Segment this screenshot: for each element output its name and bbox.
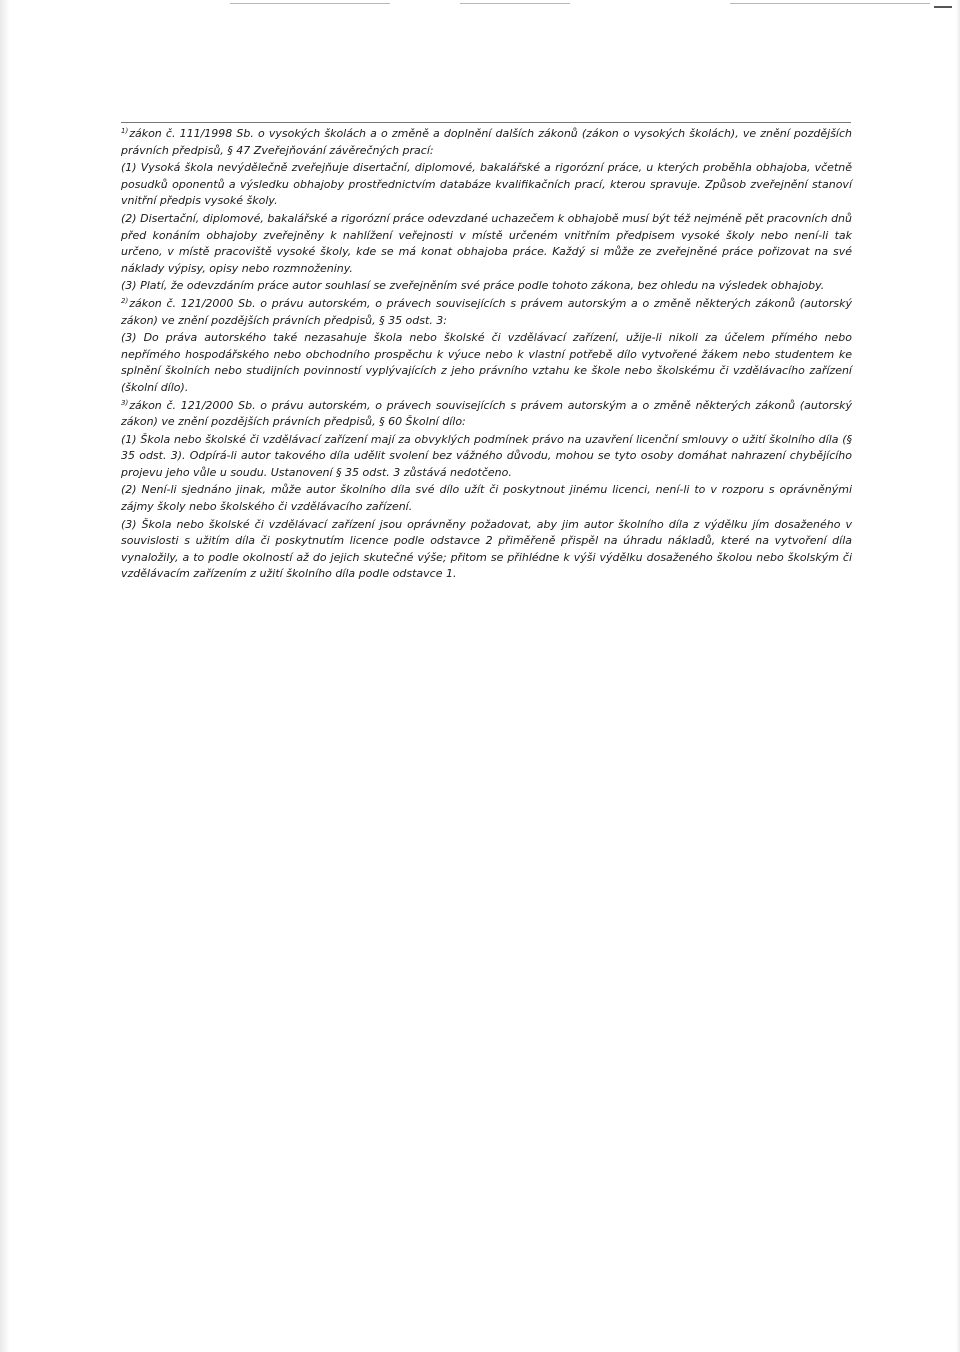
footnote-paragraph: (2) Disertační, diplomové, bakalářské a rigorózní práce odevzdané uchazečem k obhajobě musí být též nejméně pět pracovních dnů před konáním obhajoby zveřejněny k nahlížení veřejnosti v místě určeném vnitřním předpisem vysoké školy nebo není-li tak určeno, v místě pracoviště vysoké školy, kde se má konat obhajoba práce. Každý si může ze zveřejněné práce pořizovat na své náklady výpisy, opisy nebo rozmnoženiny.: [121, 211, 852, 275]
scan-artifact-line: [230, 3, 390, 4]
footnote-1: [121, 126, 852, 295]
footnote-text: zákon č. 121/2000 Sb. o právu autorském, o právech souvisejících s právem autorským a o změně některých zákonů (autorský zákon) ve znění pozdějších právních předpisů, § 60 Školní dílo:: [121, 398, 852, 429]
scan-edge-left: [0, 0, 10, 1352]
footnote-1-heading: [121, 126, 852, 159]
footnote-marker: 2): [121, 296, 129, 305]
footnote-3: [121, 398, 852, 584]
footnote-paragraph: (3) Škola nebo školské či vzdělávací zařízení jsou oprávněny požadovat, aby jim autor školního díla z výdělku jím dosaženého v souvislosti s užitím díla či poskytnutím licence podle odstavce 2 přiměřeně přispěl na úhradu nákladů, které na vytvoření díla vynaložily, a to podle okolností až do jejich skutečné výše; přitom se přihlédne k výši výdělku dosaženého školou nebo školským či vzdělávacím zařízením z užití školního díla podle odstavce 1.: [121, 517, 852, 581]
scan-artifact-line: [730, 3, 930, 4]
footnote-paragraph: (3) Platí, že odevzdáním práce autor souhlasí se zveřejněním své práce podle tohoto zákona, bez ohledu na výsledek obhajoby.: [121, 279, 825, 293]
scan-corner-mark: [934, 6, 952, 8]
footnote-paragraph: (1) Vysoká škola nevýdělečně zveřejňuje disertační, diplomové, bakalářské a rigorózní práce, u kterých proběhla obhajoba, včetně posudků oponentů a výsledku obhajoby prostřednictvím databáze kvalifikačních prací, kterou spravuje. Způsob zveřejnění stanoví vnitřní předpis vysoké školy.: [121, 161, 852, 208]
footnote-paragraph: (1) Škola nebo školské či vzdělávací zařízení mají za obvyklých podmínek právo na uzavření licenční smlouvy o užití školního díla (§ 35 odst. 3). Odpírá-li autor takového díla udělit svolení bez vážného důvodu, mohou se tyto osoby domáhat nahrazení chybějícího projevu jeho vůle u soudu. Ustanovení § 35 odst. 3 zůstává nedotčeno.: [121, 432, 852, 479]
scan-edge-right: [956, 0, 960, 1352]
footnote-3-heading: [121, 398, 852, 431]
footnote-text: zákon č. 111/1998 Sb. o vysokých školách a o změně a doplnění dalších zákonů (zákon o vysokých školách), ve znění pozdějších právních předpisů, § 47 Zveřejňování závěrečných prací:: [121, 127, 852, 157]
footnote-marker: 1): [121, 127, 129, 135]
footnote-text: zákon č. 121/2000 Sb. o právu autorském, o právech souvisejících s právem autorským a o změně některých zákonů (autorský zákon) ve znění pozdějších právních předpisů, § 35 odst. 3:: [121, 296, 852, 327]
scan-artifact-line: [460, 3, 570, 4]
footnotes-section: [121, 126, 852, 584]
footnote-separator: [121, 122, 851, 123]
footnote-marker: 3): [121, 398, 129, 407]
footnote-paragraph: (2) Není-li sjednáno jinak, může autor školního díla své dílo užít či poskytnout jinému licenci, není-li to v rozporu s oprávněnými zájmy školy nebo školského či vzdělávacího zařízení.: [121, 483, 852, 514]
footnote-paragraph: (3) Do práva autorského také nezasahuje škola nebo školské či vzdělávací zařízení, užije-li nikoli za účelem přímého nebo nepřímého hospodářského nebo obchodního prospěchu k výuce nebo k vlastní potřebě dílo vytvořené žákem nebo studentem ke splnění školních nebo studijních povinností vyplývajících z jeho právního vztahu ke škole nebo školskému či vzdělávacího zařízení (školní dílo).: [121, 331, 852, 394]
footnote-2: [121, 296, 852, 397]
footnote-2-heading: [121, 296, 852, 329]
